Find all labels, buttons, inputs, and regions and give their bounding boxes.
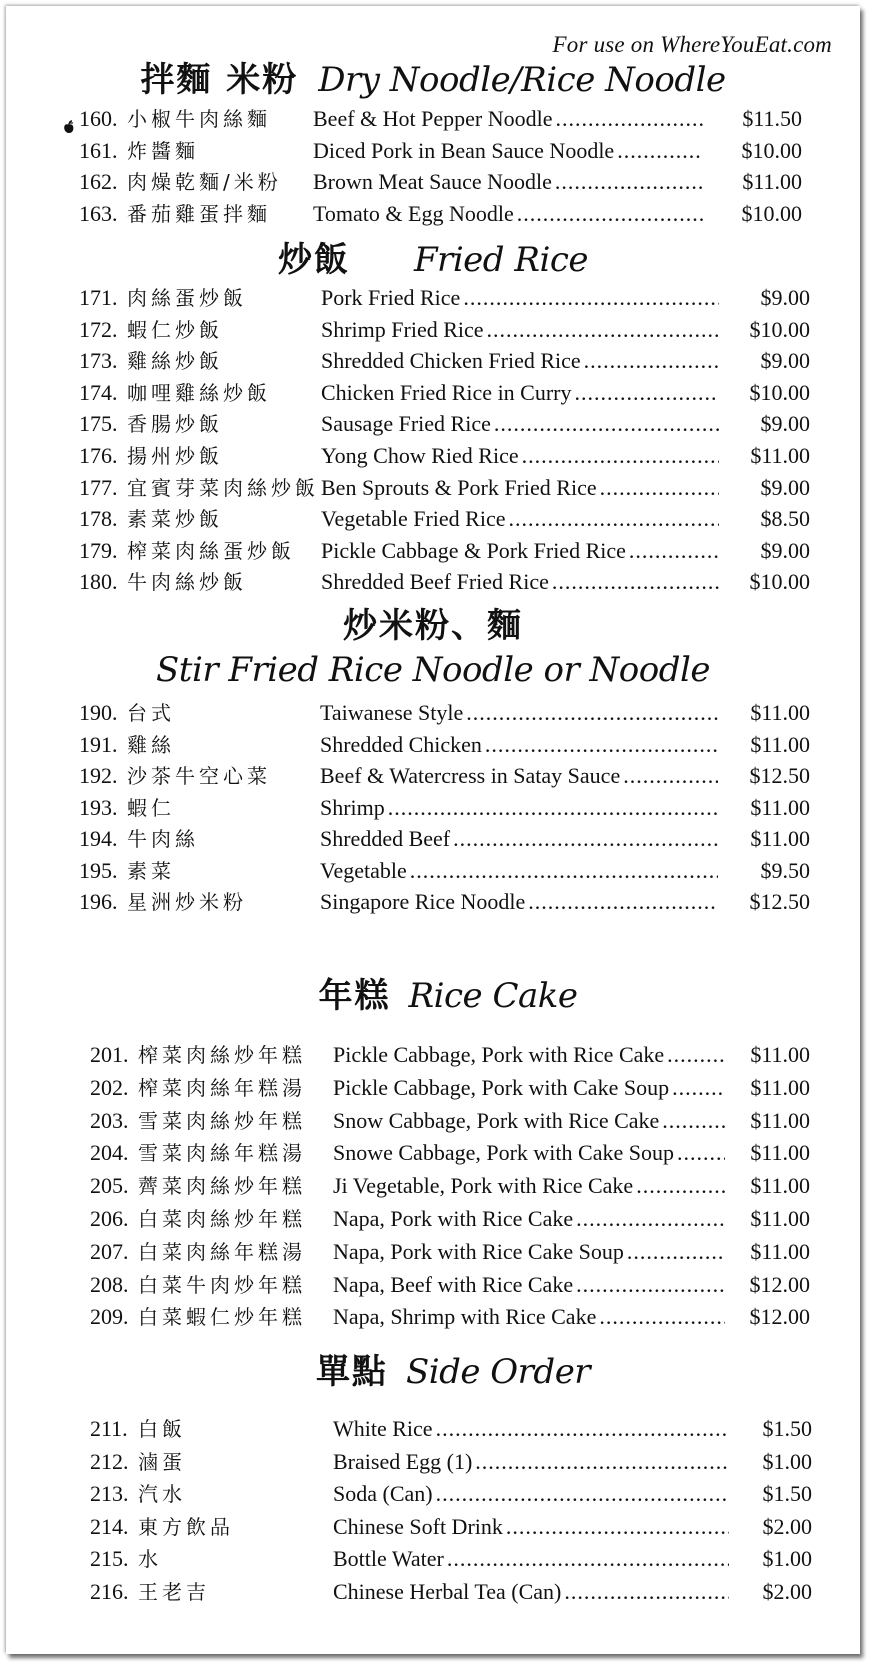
item-number: 191. [79,731,118,757]
item-name-zh: 榨菜肉絲炒年糕 [138,1043,306,1067]
item-name-en: Pickle Cabbage & Pork Fried Rice [321,537,626,563]
dot-leader [494,409,719,439]
item-number: 196. [79,889,118,914]
section-title-zh: 炒米粉、麵 [343,606,523,646]
item-number: 176. [79,443,118,468]
dot-leader [552,567,719,597]
item-number: 162. [79,169,118,194]
item-name-zh: 咖哩雞絲炒飯 [127,380,271,405]
item-number: 172. [79,316,118,342]
item-name-en-leader [333,1138,725,1168]
dot-leader [677,1138,725,1168]
item-name-en-leader [333,1544,729,1574]
section-header-side-order [6,1344,860,1393]
section-title-en: Dry Noodle/Rice Noodle [318,60,726,100]
menu-item-row[interactable] [6,793,860,823]
item-price: $11.00 [750,1173,810,1199]
item-name-zh: 白菜肉絲炒年糕 [138,1207,306,1231]
item-name-en: Chinese Soft Drink [333,1513,503,1539]
dot-leader [447,1544,729,1574]
menu-item-row[interactable] [6,1073,860,1103]
item-number: 174. [79,379,118,405]
item-name-en: Yong Chow Ried Rice [321,443,519,468]
item-number: 201. [90,1042,129,1067]
item-price: $9.00 [760,285,810,310]
item-name-en-leader [320,698,718,728]
section-header-rice-cake [6,968,860,1017]
item-name-zh: 番茄雞蛋拌麵 [127,201,271,226]
item-number: 173. [79,348,118,374]
section-header-dry-noodle [6,52,860,101]
menu-item-row[interactable] [6,1302,860,1332]
item-name-en-leader [321,315,719,345]
item-number: 205. [90,1173,129,1199]
item-number: 209. [90,1304,129,1330]
item-number: 206. [90,1206,129,1231]
item-price: $11.00 [750,826,810,851]
item-name-en-leader [320,730,718,760]
item-name-en-leader [333,1414,729,1444]
item-name-zh: 牛肉絲炒飯 [127,570,247,595]
menu-item-row[interactable] [6,1138,860,1168]
menu-item-row[interactable] [6,887,860,917]
menu-item-row[interactable] [6,1414,860,1444]
dot-leader [600,473,719,503]
chili-pepper-icon [62,112,76,126]
item-name-en: Napa, Beef with Rice Cake [333,1271,574,1297]
dot-leader [522,441,719,471]
item-price: $10.00 [741,200,802,226]
dot-leader [576,1204,725,1234]
item-price: $1.00 [762,1448,812,1474]
dot-leader [506,1512,729,1542]
section-title-zh: 單點 [315,1352,388,1392]
item-number: 208. [90,1271,129,1297]
item-name-en: Shredded Chicken Fried Rice [321,348,581,374]
dot-leader [410,856,718,886]
menu-item-row[interactable] [6,315,860,345]
item-name-zh: 雪菜肉絲年糕湯 [138,1141,306,1166]
item-price: $10.00 [749,569,810,595]
item-number: 203. [90,1107,129,1133]
item-name-en-leader [321,378,719,408]
item-name-en: Shrimp Fried Rice [321,316,484,342]
dot-leader [627,1237,725,1267]
menu-item-row[interactable] [6,409,860,439]
item-number: 215. [90,1546,129,1571]
dot-leader [584,346,719,376]
item-name-en-leader [333,1479,729,1509]
item-price: $11.00 [750,700,810,725]
item-name-zh: 榨菜肉絲年糕湯 [138,1075,306,1100]
item-name-zh: 香腸炒飯 [127,412,223,437]
section-title-en: Side Order [405,1352,591,1392]
item-price: $9.00 [760,537,810,563]
item-price: $12.50 [749,763,810,788]
dot-leader [576,1270,725,1300]
item-number: 161. [79,137,118,163]
item-price: $9.00 [760,348,810,374]
item-name-zh: 雞絲炒飯 [127,349,223,374]
section-title-zh: 炒飯 [277,240,350,280]
item-name-en-leader [313,199,703,229]
item-name-en: Shredded Beef [320,826,451,851]
item-number: 202. [90,1074,129,1100]
item-number: 216. [90,1578,129,1604]
menu-item-row[interactable] [6,1577,860,1607]
item-name-en-leader [333,1073,725,1103]
item-name-en: Pickle Cabbage, Pork with Cake Soup [333,1074,670,1100]
item-name-zh: 宜賓芽菜肉絲炒飯 [127,475,319,500]
dot-leader [599,1302,725,1332]
item-price: $9.00 [760,411,810,437]
section-title-en: Fried Rice [413,240,589,280]
menu-item-row[interactable] [6,761,860,791]
menu-item-row[interactable] [6,1512,860,1542]
dot-leader [475,1447,729,1477]
item-name-en-leader [321,441,719,471]
item-name-en-leader [333,1447,729,1477]
item-name-zh: 牛肉絲 [127,827,199,851]
item-name-en: Pork Fried Rice [321,285,461,310]
item-number: 180. [79,569,118,595]
item-name-en: Taiwanese Style [320,700,464,725]
dot-leader [667,1040,725,1070]
menu-item-row[interactable] [6,1479,860,1509]
item-name-en-leader [333,1302,725,1332]
item-name-zh: 白菜牛肉炒年糕 [138,1272,306,1297]
item-price: $12.50 [749,889,810,914]
item-name-zh: 滷蛋 [138,1449,186,1474]
dot-leader [436,1479,729,1509]
item-name-en: Snow Cabbage, Pork with Rice Cake [333,1107,660,1133]
item-name-zh: 王老吉 [138,1579,210,1604]
menu-item-row[interactable] [6,536,860,566]
item-name-en: Brown Meat Sauce Noodle [313,169,552,194]
item-name-zh: 肉絲蛋炒飯 [127,286,247,310]
item-name-zh: 素菜炒飯 [127,507,223,532]
item-number: 195. [79,857,118,883]
item-name-zh: 炸醬麵 [127,138,199,163]
item-name-en: Ji Vegetable, Pork with Rice Cake [333,1173,634,1199]
item-name-en-leader [333,1171,725,1201]
item-name-en-leader [333,1270,725,1300]
dot-leader [636,1171,725,1201]
dot-leader [453,824,718,854]
item-name-en: Pickle Cabbage, Pork with Rice Cake [333,1042,665,1067]
item-price: $11.00 [750,1074,810,1100]
item-price: $11.00 [750,1238,810,1264]
item-name-en-leader [321,283,719,313]
menu-item-row[interactable] [6,730,860,760]
menu-item-row[interactable] [6,199,860,229]
watermark: For use on WhereYouEat.com [552,32,832,57]
item-number: 213. [90,1481,129,1506]
item-name-zh: 雪菜肉絲炒年糕 [138,1108,306,1133]
item-price: $2.00 [762,1513,812,1539]
item-price: $11.00 [750,1206,810,1231]
dot-leader [517,199,703,229]
menu-item-row[interactable] [6,1204,860,1234]
item-number: 179. [79,537,118,563]
item-name-en: Chinese Herbal Tea (Can) [333,1578,562,1604]
item-name-en: Beef & Hot Pepper Noodle [313,106,553,131]
item-name-en-leader [321,409,719,439]
dot-leader [528,887,718,917]
item-name-en: Ben Sprouts & Pork Fried Rice [321,474,597,500]
section-header-stir-fried-en [6,650,860,690]
dot-leader [509,504,720,534]
item-name-en: Vegetable [320,857,407,883]
item-name-en-leader [313,167,703,197]
item-number: 178. [79,506,118,532]
item-name-en-leader [313,136,703,166]
section-title-en: Rice Cake [408,976,578,1016]
item-price: $10.00 [741,137,802,163]
item-number: 190. [79,700,118,725]
item-name-en: Napa, Shrimp with Rice Cake [333,1304,597,1330]
item-price: $2.00 [762,1578,812,1604]
item-name-en-leader [333,1512,729,1542]
item-name-zh: 榨菜肉絲蛋炒飯 [127,538,295,563]
item-name-en: Braised Egg (1) [333,1448,473,1474]
item-name-en-leader [333,1106,725,1136]
section-title-zh: 年糕 [318,976,391,1016]
item-price: $12.00 [749,1304,810,1330]
item-name-en: Shredded Chicken [320,731,482,757]
item-name-en: Singapore Rice Noodle [320,889,526,914]
dot-leader [487,315,719,345]
item-name-zh: 薺菜肉絲炒年糕 [138,1174,306,1199]
item-name-zh: 小椒牛肉絲麵 [127,107,271,131]
dot-leader [485,730,718,760]
item-name-en-leader [333,1577,729,1607]
item-name-en-leader [320,824,718,854]
menu-item-row[interactable] [6,136,860,166]
item-name-zh: 汽水 [138,1482,186,1506]
dot-leader [662,1106,725,1136]
item-name-en: Shredded Beef Fried Rice [321,569,549,595]
item-price: $8.50 [760,506,810,532]
section-title-zh: 拌麵 米粉 [140,60,299,100]
item-name-en: Beef & Watercress in Satay Sauce [320,763,621,788]
item-name-en-leader [333,1204,725,1234]
item-number: 193. [79,794,118,820]
item-name-en: Tomato & Egg Noodle [313,200,514,226]
item-name-zh: 蝦仁 [127,795,175,820]
item-price: $9.00 [760,474,810,500]
item-name-zh: 台式 [127,701,175,725]
menu-item-row[interactable] [6,346,860,376]
menu-item-row[interactable] [6,283,860,313]
item-name-en-leader [333,1237,725,1267]
item-name-en-leader [320,761,718,791]
menu-item-row[interactable] [6,104,860,134]
item-price: $10.00 [749,316,810,342]
item-price: $11.00 [750,794,810,820]
item-name-en: Bottle Water [333,1546,444,1571]
section-header-stir-fried-zh [6,598,860,647]
dot-leader [617,136,703,166]
item-number: 163. [79,200,118,226]
item-name-en-leader [321,536,719,566]
item-number: 192. [79,763,118,788]
item-name-en-leader [320,856,718,886]
menu-item-row[interactable] [6,1544,860,1574]
item-name-zh: 蝦仁炒飯 [127,317,223,342]
item-name-zh: 星洲炒米粉 [127,890,247,914]
menu-item-row[interactable] [6,856,860,886]
item-number: 214. [90,1513,129,1539]
menu-item-row[interactable] [6,378,860,408]
item-name-zh: 雞絲 [127,732,175,757]
item-price: $1.00 [762,1546,812,1571]
menu-item-row[interactable] [6,1040,860,1070]
menu-item-row[interactable] [6,1447,860,1477]
item-price: $1.50 [762,1416,812,1441]
item-name-zh: 揚州炒飯 [127,444,223,468]
dot-leader [466,698,718,728]
item-name-en-leader [320,793,718,823]
dot-leader [436,1414,729,1444]
item-number: 204. [90,1140,129,1166]
menu-item-row[interactable] [6,1237,860,1267]
item-price: $12.00 [749,1271,810,1297]
item-name-en: Sausage Fried Rice [321,411,491,437]
item-number: 211. [90,1416,128,1441]
item-name-zh: 白菜肉絲年糕湯 [138,1239,306,1264]
menu-item-row[interactable] [6,473,860,503]
item-number: 194. [79,826,118,851]
item-number: 177. [79,474,118,500]
item-name-en-leader [321,473,719,503]
dot-leader [555,167,703,197]
dot-leader [629,536,719,566]
item-name-en: Chicken Fried Rice in Curry [321,379,572,405]
dot-leader [623,761,718,791]
section-header-fried-rice [6,232,860,281]
section-title-en: Stir Fried Rice Noodle or Noodle [156,650,710,690]
item-name-en-leader [321,346,719,376]
item-name-en: Napa, Pork with Rice Cake Soup [333,1238,624,1264]
item-number: 207. [90,1238,129,1264]
item-name-en-leader [320,887,718,917]
item-name-zh: 白飯 [138,1417,186,1441]
item-price: $11.00 [750,443,810,468]
item-price: $10.00 [749,379,810,405]
item-name-en: Snowe Cabbage, Pork with Cake Soup [333,1140,674,1166]
menu-item-row[interactable] [6,698,860,728]
menu-page [6,6,860,1654]
item-number: 171. [79,285,118,310]
item-name-zh: 素菜 [127,858,175,883]
item-name-en: Diced Pork in Bean Sauce Noodle [313,137,615,163]
item-name-zh: 白菜蝦仁炒年糕 [138,1305,306,1330]
item-price: $11.00 [750,1042,810,1067]
item-name-en: Shrimp [320,794,385,820]
item-name-zh: 東方飲品 [138,1514,234,1539]
item-number: 160. [79,106,118,131]
dot-leader [564,1577,729,1607]
menu-item-row[interactable] [6,567,860,597]
menu-item-row[interactable] [6,1270,860,1300]
item-price: $1.50 [762,1481,812,1506]
item-price: $9.50 [760,857,810,883]
item-price: $11.00 [750,1140,810,1166]
item-name-en: Vegetable Fried Rice [321,506,506,532]
item-price: $11.00 [750,731,810,757]
menu-item-row[interactable] [6,441,860,471]
item-number: 212. [90,1448,129,1474]
item-name-en-leader [321,504,719,534]
item-name-en: White Rice [333,1416,433,1441]
item-name-en-leader [313,104,703,134]
item-name-en-leader [333,1040,725,1070]
item-price: $11.50 [742,106,802,131]
menu-item-row[interactable] [6,1106,860,1136]
dot-leader [672,1073,725,1103]
item-name-zh: 肉燥乾麵/米粉 [127,170,282,194]
item-name-zh: 沙茶牛空心菜 [127,764,271,788]
dot-leader [463,283,719,313]
item-number: 175. [79,411,118,437]
item-price: $11.00 [750,1107,810,1133]
dot-leader [575,378,719,408]
dot-leader [388,793,718,823]
menu-item-row[interactable] [6,167,860,197]
menu-item-row[interactable] [6,824,860,854]
menu-item-row[interactable] [6,504,860,534]
item-name-zh: 水 [138,1547,162,1571]
item-name-en: Napa, Pork with Rice Cake [333,1206,574,1231]
menu-item-row[interactable] [6,1171,860,1201]
item-price: $11.00 [742,169,802,194]
item-name-en-leader [321,567,719,597]
dot-leader [556,104,704,134]
item-name-en: Soda (Can) [333,1481,433,1506]
